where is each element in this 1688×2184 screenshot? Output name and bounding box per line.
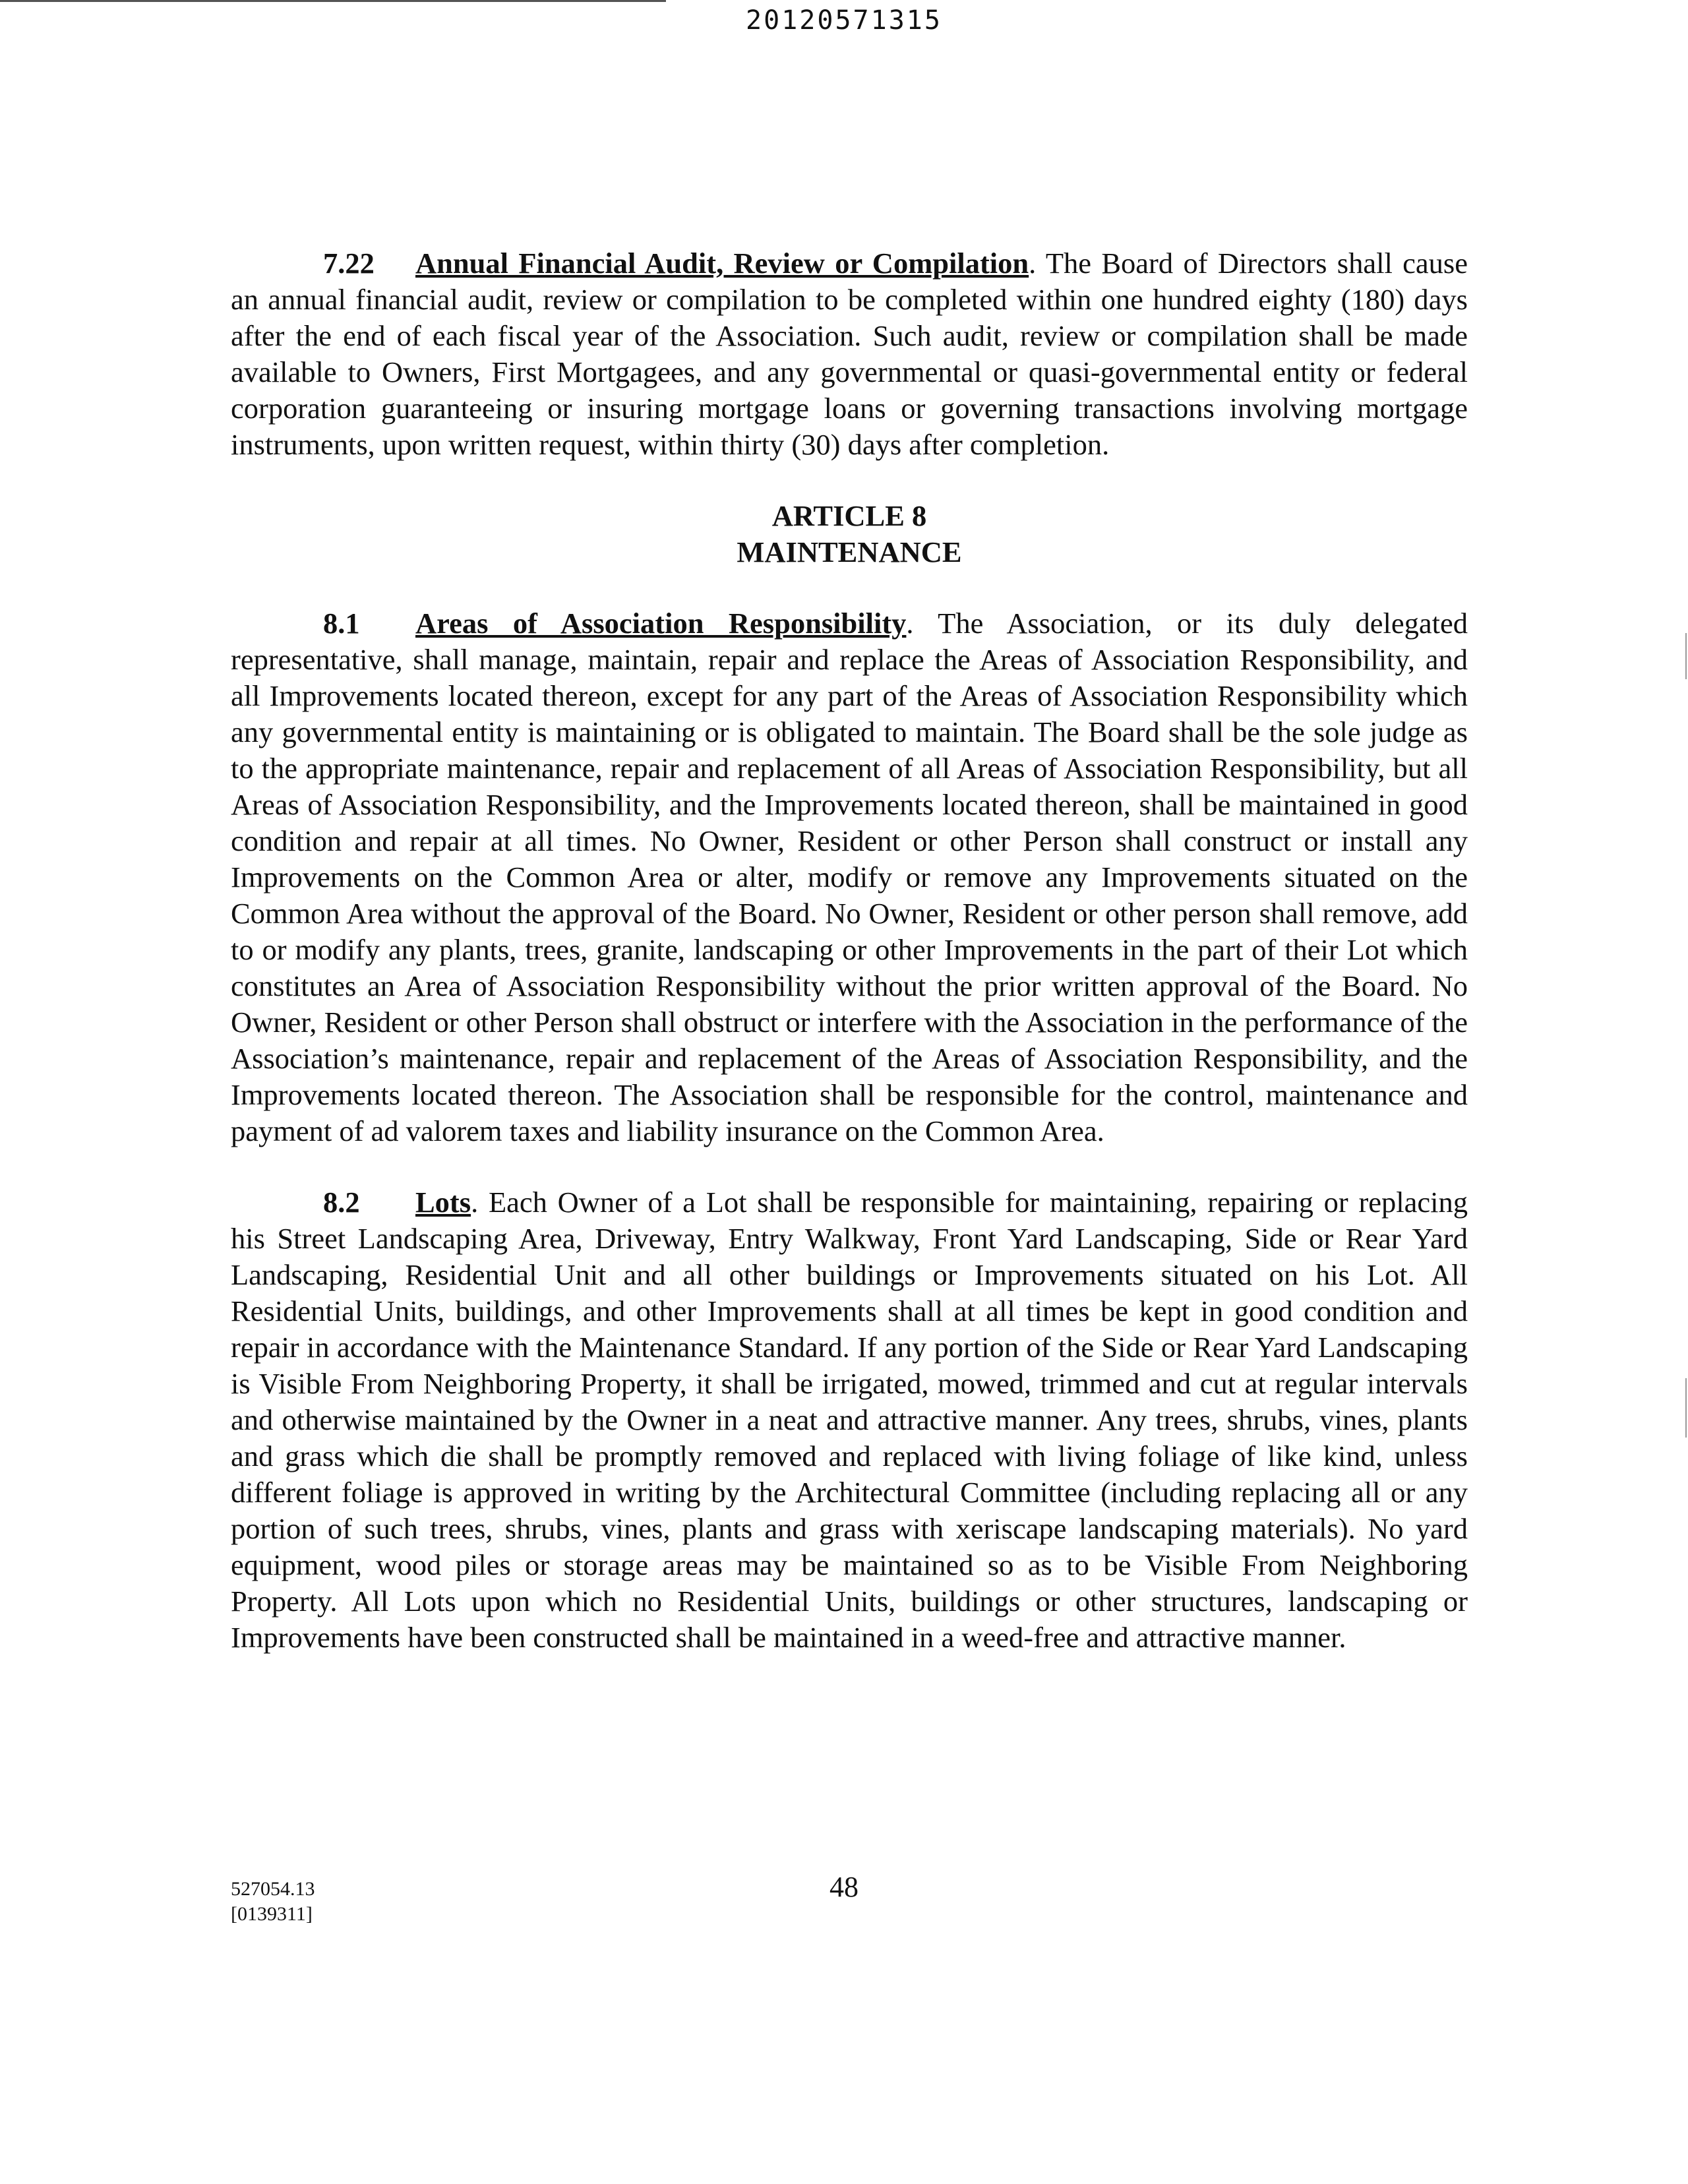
document-body — [231, 245, 1468, 1656]
article-title: MAINTENANCE — [737, 535, 962, 568]
footer-doc-number: 527054.13 — [231, 1878, 315, 1900]
section-7-22 — [231, 245, 1468, 463]
section-body: . The Association, or its duly delegated representative, shall manage, maintain, repair and replace the Areas of Association Responsibility, and all Improvements located thereon, except for any part of the Areas of Association Responsibility which any governmental entity is maintaining or is obligated to maintain. The Board shall be the sole judge as to the appropriate maintenance, repair and replacement of all Areas of Association Responsibility, but all Areas of Association Responsibility, and the Improvements located thereon, shall be maintained in good condition and repair at all times. No Owner, Resident or other Person shall construct or install any Improvements on the Common Area or alter, modify or remove any Improvements situated on the Common Area without the approval of the Board. No Owner, Resident or other person shall remove, add to or modify any plants, trees, granite, landscaping or other Improvements in the part of their Lot which constitutes an Area of Association Responsibility without the prior written approval of the Board. No Owner, Resident or other Person shall obstruct or interfere with the Association in the performance of the Association’s maintenance, repair and replacement of the Areas of Association Responsibility, and the Improvements located thereon. The Association shall be responsible for the control, maintenance and payment of ad valorem taxes and liability insurance on the Common Area. — [231, 607, 1468, 1147]
section-title: Areas of Association Responsibility — [415, 607, 907, 640]
section-title: Annual Financial Audit, Review or Compilation — [415, 247, 1029, 280]
recording-number: 20120571315 — [746, 5, 942, 36]
section-number: 8.2 — [323, 1186, 360, 1219]
section-body: . The Board of Directors shall cause an annual financial audit, review or compilation to be completed within one hundred eighty (180) days after the end of each fiscal year of the Association. Such audit, review or compilation shall be made available to Owners, First Mortgagees, and any governmental or quasi-governmental entity or federal corporation guaranteeing or insuring mortgage loans or governing transactions involving mortgage instruments, upon written request, within thirty (30) days after completion. — [231, 247, 1468, 461]
section-number: 7.22 — [323, 247, 375, 280]
section-number: 8.1 — [323, 607, 360, 640]
section-8-2 — [231, 1184, 1468, 1656]
section-8-1 — [231, 605, 1468, 1149]
page-number: 48 — [829, 1871, 859, 1903]
section-body: . Each Owner of a Lot shall be responsible for maintaining, repairing or replacing his Street Landscaping Area, Driveway, Entry Walkway, Front Yard Landscaping, Side or Rear Yard Landscaping, Residential Unit and all other buildings or Improvements situated on his Lot. All Residential Units, buildings, and other Improvements shall at all times be kept in good condition and repair in accordance with the Maintenance Standard. If any portion of the Side or Rear Yard Landscaping is Visible From Neighboring Property, it shall be irrigated, mowed, trimmed and cut at regular intervals and otherwise maintained by the Owner in a neat and attractive manner. Any trees, shrubs, vines, plants and grass which die shall be promptly removed and replaced with living foliage of like kind, unless different foliage is approved in writing by the Architectural Committee (including replacing all or any portion of such trees, shrubs, vines, plants and grass with xeriscape landscaping materials). No yard equipment, wood piles or storage areas may be maintained so as to be Visible From Neighboring Property. All Lots upon which no Residential Units, buildings or other structures, landscaping or Improvements have been constructed shall be maintained in a weed-free and attractive manner. — [231, 1186, 1468, 1654]
scan-edge-mark — [1685, 633, 1687, 679]
scan-edge-line — [0, 0, 666, 2]
article-heading: ARTICLE 8 — [771, 499, 927, 532]
footer-doc-code: [0139311] — [231, 1903, 313, 1925]
scan-edge-mark — [1685, 1378, 1687, 1438]
section-title: Lots — [415, 1186, 471, 1219]
